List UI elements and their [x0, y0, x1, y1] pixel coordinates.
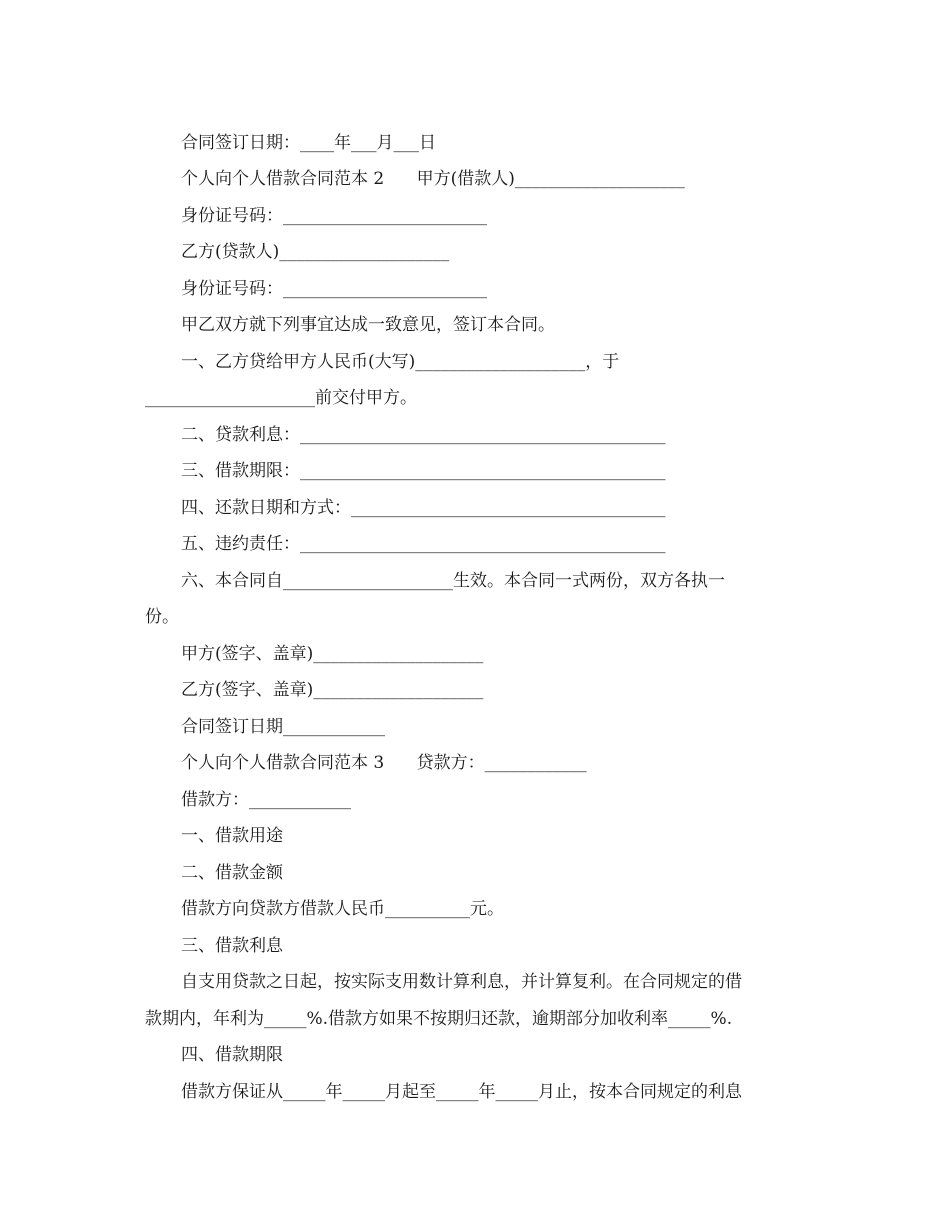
interest-line-1: 自支用贷款之日起，按实际支用数计算利息，并计算复利。在合同规定的借 — [181, 972, 742, 992]
section-4-term: 四、借款期限 — [181, 1045, 283, 1065]
amount-line: 借款方向贷款方借款人民币__________元。 — [181, 899, 504, 919]
sample-3-heading: 个人向个人借款合同范本 3 贷款方：____________ — [181, 753, 587, 773]
clause-4-repayment: 四、还款日期和方式：_____________________________________ — [181, 498, 666, 518]
clause-3-term: 三、借款期限：___________________________________________ — [181, 461, 666, 481]
party-b-line: 乙方(贷款人)____________________ — [181, 242, 450, 262]
interest-line-2: 款期内，年利为_____%.借款方如果不按期归还款，逾期部分加收利率_____%. — [145, 1009, 733, 1029]
party-b-signature: 乙方(签字、盖章)____________________ — [181, 680, 484, 700]
signing-date-blank: 合同签订日期____________ — [181, 717, 385, 737]
clause-2-interest: 二、贷款利息：___________________________________________ — [181, 425, 666, 445]
section-2-amount: 二、借款金额 — [181, 863, 283, 883]
party-a-id-line: 身份证号码：________________________ — [181, 206, 487, 226]
clause-6-line-2: 份。 — [145, 607, 179, 627]
clause-1-line-1: 一、乙方贷给甲方人民币(大写)____________________，于 — [181, 352, 620, 372]
section-1-purpose: 一、借款用途 — [181, 826, 283, 846]
section-3-interest: 三、借款利息 — [181, 936, 283, 956]
clause-1-line-2: ____________________前交付甲方。 — [145, 388, 417, 408]
sample-2-heading: 个人向个人借款合同范本 2 甲方(借款人)____________________ — [181, 169, 685, 189]
agreement-intro: 甲乙双方就下列事宜达成一致意见，签订本合同。 — [181, 315, 555, 335]
signing-date-line: 合同签订日期：____年___月___日 — [181, 133, 436, 153]
clause-6-line-1: 六、本合同自____________________生效。本合同一式两份，双方各执一 — [181, 571, 725, 591]
borrower-line: 借款方：____________ — [181, 790, 351, 810]
term-line: 借款方保证从_____年_____月起至_____年_____月止，按本合同规定的利息 — [181, 1082, 742, 1102]
party-a-signature: 甲方(签字、盖章)____________________ — [181, 644, 484, 664]
party-b-id-line: 身份证号码：________________________ — [181, 279, 487, 299]
clause-5-liability: 五、违约责任：___________________________________________ — [181, 534, 666, 554]
